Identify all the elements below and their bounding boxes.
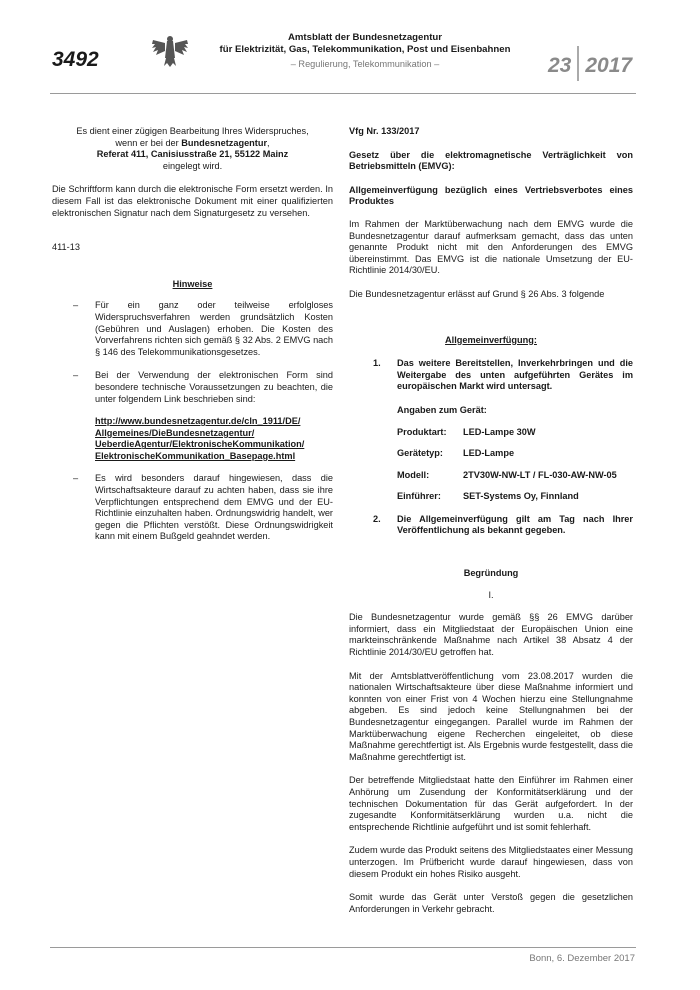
note-text: Bei der Verwendung der elektronischen Form sind besondere technische Voraussetzungen zu beachten, die unter folgendem Link beschrieben sind: <box>95 370 333 404</box>
general-order-heading: Allgemeinverfügung: <box>445 334 537 345</box>
intro-line <box>52 138 333 150</box>
order-item-2 <box>349 514 633 537</box>
reasoning-paragraph: Zudem wurde das Produkt seitens des Mitgliedstaates einer Messung unterzogen. Im Prüfbericht wurde darauf hingewiesen, dass von diesem Produkt ein hohes Risiko ausgeht. <box>349 845 633 879</box>
device-key: Einführer: <box>397 491 441 502</box>
issuance-paragraph: Die Bundesnetzagentur erlässt auf Grund § 26 Abs. 3 folgende <box>349 288 605 299</box>
left-column <box>52 126 333 543</box>
device-details <box>397 405 633 503</box>
item-text: Die Allgemeinverfügung gilt am Tag nach Ihrer Veröffentlichung als bekannt gegeben. <box>397 513 633 536</box>
issue-year: 2017 <box>585 54 633 77</box>
issue-number-value: 23 <box>548 54 572 77</box>
order-number: Vfg Nr. 133/2017 <box>349 126 420 136</box>
reasoning-paragraph: Mit der Amtsblattveröffentlichung vom 23.08.2017 wurden die nationalen Wirtschaftsakteure über diese Maßnahme informiert und konnten von einer Frist von 4 Wochen hierzu eine Stellungnahme abgeben. Es sind jedoch keine Stellungnahmen bei der Bundesnetzagentur eingegangen. Parallel wurde im Rahmen der Marktüberwachung eigene Recherchen eingeleitet, ob diese Maßnahme gerechtfertigt ist. Als Ergebnis wurde festgestellt, dass die Maßnahme gerechtfertigt ist. <box>349 670 633 762</box>
device-value: LED-Lampe <box>463 448 515 459</box>
device-key: Modell: <box>397 469 430 480</box>
device-row <box>397 448 633 460</box>
gazette-title <box>215 32 515 56</box>
device-value: LED-Lampe 30W <box>463 426 536 437</box>
item-number: 2. <box>373 513 381 524</box>
link-line: http://www.bundesnetzagentur.de/cln_1911/DE/ <box>95 416 301 427</box>
device-key: Produktart: <box>397 426 447 437</box>
device-row <box>397 427 633 439</box>
device-row <box>397 491 633 503</box>
note-text: Für ein ganz oder teilweise erfolgloses Widerspruchsverfahren werden grundsätzlich Kosten (Gebühren und Auslagen) erhoben. Die Kosten des Vorverfahrens richten sich gemäß § 32 Abs. 2 EMVG nach § 146 des Telekommunikationsgesetzes. <box>95 300 333 357</box>
device-value: SET-Systems Oy, Finnland <box>463 491 579 502</box>
item-number: 1. <box>373 358 381 369</box>
reasoning-paragraph: Die Bundesnetzagentur wurde gemäß §§ 26 EMVG darüber informiert, dass ein Mitgliedstaat der Europäischen Union eine markteinschränkende Maßnahme nach Artikel 38 Absatz 4 der Richtlinie 2014/30/EU getroffen hat. <box>349 612 633 658</box>
federal-eagle-icon <box>150 32 190 72</box>
reasoning-paragraph: Somit wurde das Gerät unter Verstoß gegen die gesetzlichen Anforderungen in Verkehr gebracht. <box>349 892 633 914</box>
issue-number <box>548 46 632 81</box>
reasoning-paragraph: Der betreffende Mitgliedstaat hatte den Einführer im Rahmen einer Anhörung um Zusendung der Konformitätserklärung und der technischen Dokumentation für das Gerät aufgefordert. In der zugesandte Konformitätserklärung wurden u.a. nicht die entsprechende Richtlinie aufgeführt und ist somit fehlerhaft. <box>349 775 633 832</box>
intro-text: wenn er bei der <box>115 137 182 148</box>
note-text: Es wird besonders darauf hingewiesen, dass die Wirtschaftsakteure darauf zu achten haben, dass sie ihre Verpflichtungen entsprechend dem EMVG und der EU-Richtlinie einzuhalten haben. Ordnungswidrig handelt, wer gegen die Pflichten verstößt. Diese Ordnungswidrigkeit kann mit einem Bußgeld geahndet werden. <box>95 473 333 542</box>
dash-bullet: – <box>73 473 79 484</box>
footer-rule <box>50 947 636 948</box>
link-line: UeberdieAgentur/ElektronischeKommunikation/ <box>95 439 305 450</box>
section-numeral: I. <box>488 589 494 600</box>
place-date: Bonn, 6. Dezember 2017 <box>529 953 635 964</box>
page-number: 3492 <box>52 48 99 71</box>
law-title: Gesetz über die elektromagnetische Verträglichkeit von Betriebsmitteln (EMVG): <box>349 149 633 172</box>
right-column <box>349 126 633 915</box>
agency-name: Bundesnetzagentur <box>181 137 268 148</box>
gazette-subtitle: – Regulierung, Telekommunikation – <box>290 59 440 69</box>
intro-text: , <box>267 137 270 148</box>
link-line: ElektronischeKommunikation_Basepage.html <box>95 450 296 461</box>
gazette-title-line2: für Elektrizität, Gas, Telekommunikation, Post und Eisenbahnen <box>219 44 511 55</box>
dash-bullet: – <box>73 370 79 381</box>
device-row <box>397 470 633 482</box>
intro-line: Es dient einer zügigen Bearbeitung Ihres Widerspruches, <box>76 126 309 136</box>
notes-heading: Hinweise <box>172 278 213 289</box>
link-line: Allgemeines/DieBundesnetzagentur/ <box>95 427 255 438</box>
header-rule <box>50 93 636 94</box>
notes-list <box>73 300 333 543</box>
intro-paragraph: Im Rahmen der Marktüberwachung nach dem EMVG wurde die Bundesnetzagentur darauf aufmerksam gemacht, dass das unten genannte Produkt nicht mit den Anforderungen des EMVG übereinstimmt. Das EMVG ist die nationale Umsetzung der EU-Richtlinie 2014/30/EU. <box>349 218 633 276</box>
reference-number: 411-13 <box>52 242 80 253</box>
gazette-title-line1: Amtsblatt der Bundesnetzagentur <box>287 32 443 43</box>
order-item-1 <box>349 358 633 393</box>
device-key: Gerätetyp: <box>397 448 443 459</box>
electronic-form-paragraph: Die Schriftform kann durch die elektronische Form ersetzt werden. In diesem Fall ist das elektronische Dokument mit einer qualifizierten elektronischen Signatur nach dem Signaturgesetz zu versehen. <box>52 184 333 218</box>
item-text: Das weitere Bereitstellen, Inverkehrbringen und die Weitergabe des unten aufgeführten Gerätes im europäischen Markt wird untersagt. <box>397 358 633 392</box>
issue-divider <box>577 46 579 81</box>
electronic-communication-link[interactable] <box>95 416 333 462</box>
list-item <box>73 473 333 543</box>
device-details-heading: Angaben zum Gerät: <box>397 404 487 415</box>
objection-intro <box>52 126 333 172</box>
device-value: 2TV30W-NW-LT / FL-030-AW-NW-05 <box>463 469 617 480</box>
list-item <box>73 300 333 358</box>
general-order-title: Allgemeinverfügung bezüglich eines Vertriebsverbotes eines Produktes <box>349 184 633 207</box>
agency-address: Referat 411, Canisiusstraße 21, 55122 Mainz <box>96 149 289 160</box>
reasoning-heading: Begründung <box>463 568 519 579</box>
list-item <box>73 370 333 462</box>
intro-line: eingelegt wird. <box>162 160 223 171</box>
dash-bullet: – <box>73 300 79 311</box>
